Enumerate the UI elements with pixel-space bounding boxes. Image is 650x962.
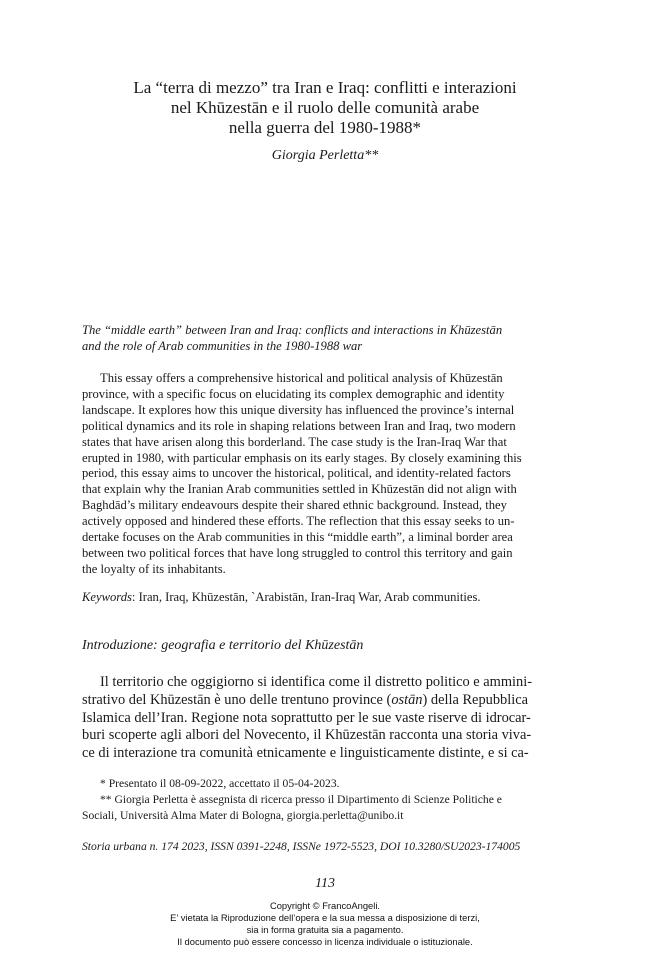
section-heading: Introduzione: geografia e territorio del Khūzestān <box>82 638 364 653</box>
footnote-1: * Presentato il 08-09-2022, accettato il 05-04-2023. <box>100 777 340 790</box>
copyright-line: Copyright © FrancoAngeli. <box>269 900 381 911</box>
english-title-line: and the role of Arab communities in the 1980-1988 war <box>82 339 363 353</box>
body-line-part: ) della Repubblica <box>422 691 528 708</box>
abstract-line: This essay offers a comprehensive historical and political analysis of Khūzestān <box>100 371 503 385</box>
abstract-line: Baghdād’s military endeavours despite their shared ethnic background. Instead, they <box>82 498 507 513</box>
abstract-text <box>82 371 569 578</box>
abstract-line: that explain why the Iranian Arab communities settled in Khūzestān did not align with <box>82 482 517 497</box>
copyright-line: Il documento può essere concesso in licenza individuale o istituzionale. <box>177 936 473 947</box>
article-title <box>60 78 590 138</box>
body-line-italic: ostān <box>391 691 423 708</box>
introduction-text <box>82 674 569 763</box>
body-line <box>82 692 569 710</box>
keywords <box>82 590 569 605</box>
english-title-line: The “middle earth” between Iran and Iraq: conflicts and interactions in Khūzestān <box>82 323 503 337</box>
body-line: Il territorio che oggigiorno si identifica come il distretto politico e ammini- <box>100 674 533 690</box>
abstract-line: province, with a specific focus on elucidating its complex demographic and identity <box>82 386 505 401</box>
body-line: buri scoperte agli albori del Novecento, il Khūzestān racconta una storia viva- <box>82 727 532 744</box>
abstract-line: the loyalty of its inhabitants. <box>82 561 226 576</box>
abstract-line: erupted in 1980, with particular emphasis on its early stages. By closely examining this <box>82 450 522 465</box>
page-number: 113 <box>315 876 335 891</box>
journal-info: Storia urbana n. 174 2023, ISSN 0391-2248, ISSNe 1972-5523, DOI 10.3280/SU2023-174005 <box>82 840 521 853</box>
body-line: ce di interazione tra comunità etnicamente e linguisticamente distinte, e si ca- <box>82 745 529 762</box>
body-line: Islamica dell’Iran. Regione nota soprattutto per le sue vaste riserve di idrocar- <box>82 709 531 726</box>
article-author: Giorgia Perletta** <box>271 148 379 163</box>
abstract-line: political dynamics and its role in shaping relations between Iran and Iraq, two modern <box>82 418 516 433</box>
keywords-label: Keywords <box>82 590 132 604</box>
abstract-line: actively opposed and hindered these efforts. The reflection that this essay seeks to un- <box>82 514 515 529</box>
footnotes <box>82 776 569 824</box>
abstract-line: states that have arisen along this borderland. The case study is the Iran-Iraq War that <box>82 434 507 449</box>
footnote-2-line: Sociali, Università Alma Mater di Bologna, giorgia.perletta@unibo.it <box>82 809 404 822</box>
abstract-line: period, this essay aims to uncover the historical, political, and identity-related factors <box>82 466 511 481</box>
article-title-line: nella guerra del 1980-1988* <box>228 118 422 137</box>
keywords-list: : Iran, Iraq, Khūzestān, `Arabistān, Iran-Iraq War, Arab communities. <box>131 590 481 604</box>
body-line-part: strativo del Khūzestān è uno delle trentuno province ( <box>82 691 392 708</box>
english-title <box>82 322 569 354</box>
abstract-line: between two political forces that have long struggled to control this territory and gain <box>82 545 513 560</box>
abstract-line: dertake focuses on the Arab communities in this “middle earth”, a liminal border area <box>82 530 513 545</box>
footnote-2-line: ** Giorgia Perletta è assegnista di ricerca presso il Dipartimento di Scienze Politiche e <box>100 793 502 806</box>
abstract-line: landscape. It explores how this unique diversity has influenced the province’s internal <box>82 402 515 417</box>
copyright-line: sia in forma gratuita sia a pagamento. <box>246 924 404 935</box>
copyright-notice <box>60 900 590 948</box>
article-title-line: nel Khūzestān e il ruolo delle comunità arabe <box>170 98 480 117</box>
article-title-line: La “terra di mezzo” tra Iran e Iraq: conflitti e interazioni <box>133 78 517 97</box>
copyright-line: E’ vietata la Riproduzione dell’opera e la sua messa a disposizione di terzi, <box>170 912 480 923</box>
